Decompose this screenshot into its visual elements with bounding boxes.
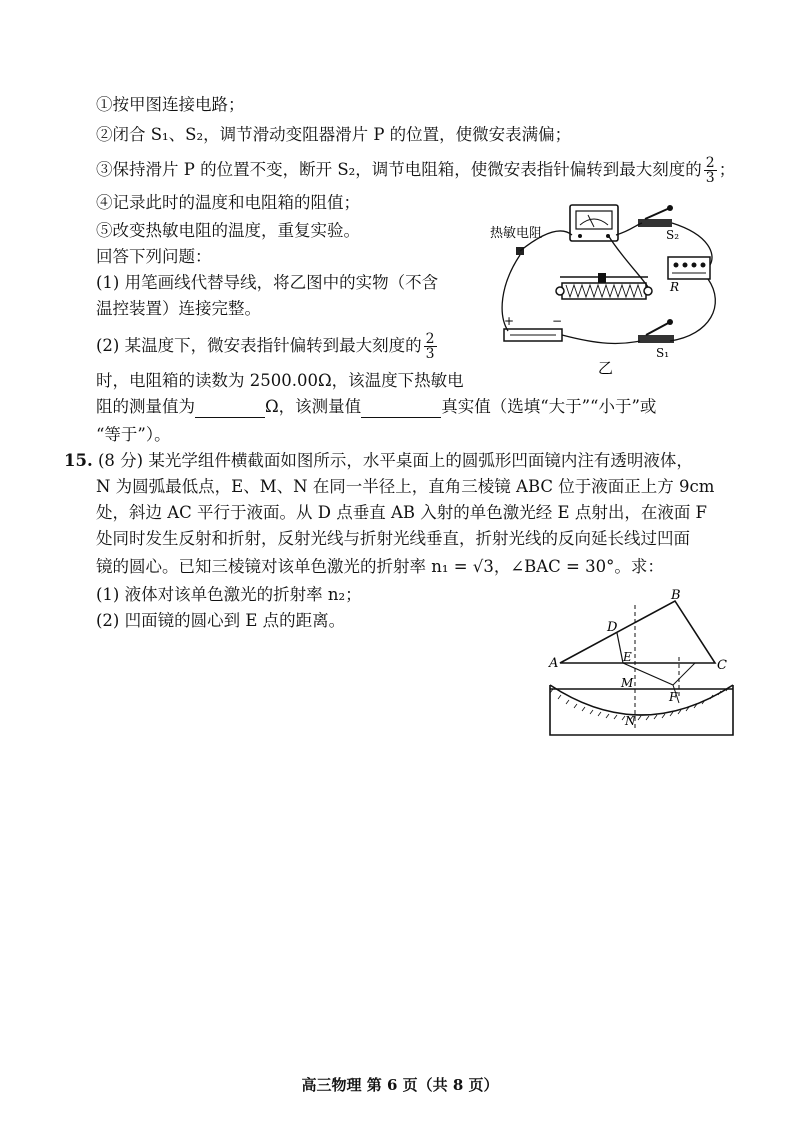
question-number-15: 15. [64,451,93,470]
q14-part2-line3-b: Ω，该测量值 [265,397,362,416]
wire [616,223,642,235]
label-b: B [671,588,681,603]
wire [608,235,648,287]
fraction-two-thirds [704,156,717,185]
fraction-two-thirds-2 [424,332,437,361]
fraction-numerator: 2 [705,155,715,171]
q15-sub1: (1) 液体对该单色激光的折射率 n₂； [96,585,362,604]
thermistor-label: 热敏电阻 [490,226,543,241]
q14-part1-line1: (1) 用笔画线代替导线，将乙图中的实物（不含 [96,273,439,292]
answer-blank-2[interactable] [361,401,441,418]
answer-blank-1[interactable] [195,401,265,418]
label-n: N [625,714,636,728]
step-3-text: ③保持滑片 P 的位置不变，断开 S₂，调节电阻箱，使微安表指针偏转到最大刻度的 [96,160,702,179]
battery-plus-label: + [504,314,515,328]
r-label: R [670,280,680,294]
q14-part2-line3-c: 真实值（选填“大于”“小于”或 [441,397,657,416]
resistance-box-icon [668,257,710,279]
step-3-end: ； [718,160,736,179]
step-3 [96,156,735,185]
battery-icon [504,329,562,341]
q15-line5: 镜的圆心。已知三棱镜对该单色激光的折射率 n₁ = √3，∠BAC = 30°。求： [96,557,664,576]
figure-caption-yi: 乙 [598,359,614,377]
q14-part2-line3 [96,396,656,418]
label-c: C [717,658,727,673]
q14-part2-line4: “等于”）。 [96,425,171,444]
q15-line3: 处，斜边 AC 平行于液面。从 D 点垂直 AB 入射的单色激光经 E 点射出，在液面 F [96,503,708,522]
label-d: D [607,620,618,635]
step-2: ②闭合 S₁、S₂，调节滑动变阻器滑片 P 的位置，使微安表满偏； [96,125,572,144]
label-a: A [549,656,559,671]
step-1: ①按甲图连接电路； [96,95,245,114]
fraction-numerator: 2 [425,331,435,347]
switch-s2-icon [638,205,673,227]
container [550,685,733,735]
circuit-diagram-yi [480,195,750,380]
q15-sub2: (2) 凹面镜的圆心到 E 点的距离。 [96,611,346,630]
optics-diagram [545,585,745,740]
fraction-denominator: 3 [425,346,435,362]
microammeter-icon [570,205,618,241]
q15-line1 [64,450,693,472]
q14-part2-text: (2) 某温度下，微安表指针偏转到最大刻度的 [96,336,422,355]
label-f: F [669,690,678,704]
sliding-rheostat-icon [556,273,652,299]
prism-abc [560,601,715,663]
step-4: ④记录此时的温度和电阻箱的阻值； [96,193,360,212]
switch-s1-icon [638,319,674,343]
q14-part2-line2: 时，电阻箱的读数为 2500.00Ω，该温度下热敏电 [96,371,464,390]
step-5: ⑤改变热敏电阻的温度，重复实验。 [96,221,360,240]
q14-part1-line2: 温控装置）连接完整。 [96,299,261,318]
wire [562,335,640,343]
battery-minus-label: − [552,314,563,328]
answer-prompt: 回答下列问题： [96,247,212,266]
q15-line1-text: (8 分) 某光学组件横截面如图所示，水平桌面上的圆弧形凹面镜内注有透明液体， [97,451,693,470]
fraction-denominator: 3 [705,170,715,186]
label-m: M [621,676,634,690]
q14-part2-line1 [96,332,439,361]
s1-label: S₁ [656,346,670,360]
page-footer: 高三物理 第 6 页（共 8 页） [301,1076,499,1094]
q15-line4: 处同时发生反射和折射，反射光线与折射光线垂直，折射光线的反向延长线过凹面 [96,529,690,548]
reflected-ray [673,663,695,685]
label-e: E [623,650,632,664]
q15-line2: N 为圆弧最低点，E、M、N 在同一半径上，直角三棱镜 ABC 位于液面正上方 9cm [96,477,715,496]
q14-part2-line3-a: 阻的测量值为 [96,397,195,416]
s2-label: S₂ [666,228,680,242]
